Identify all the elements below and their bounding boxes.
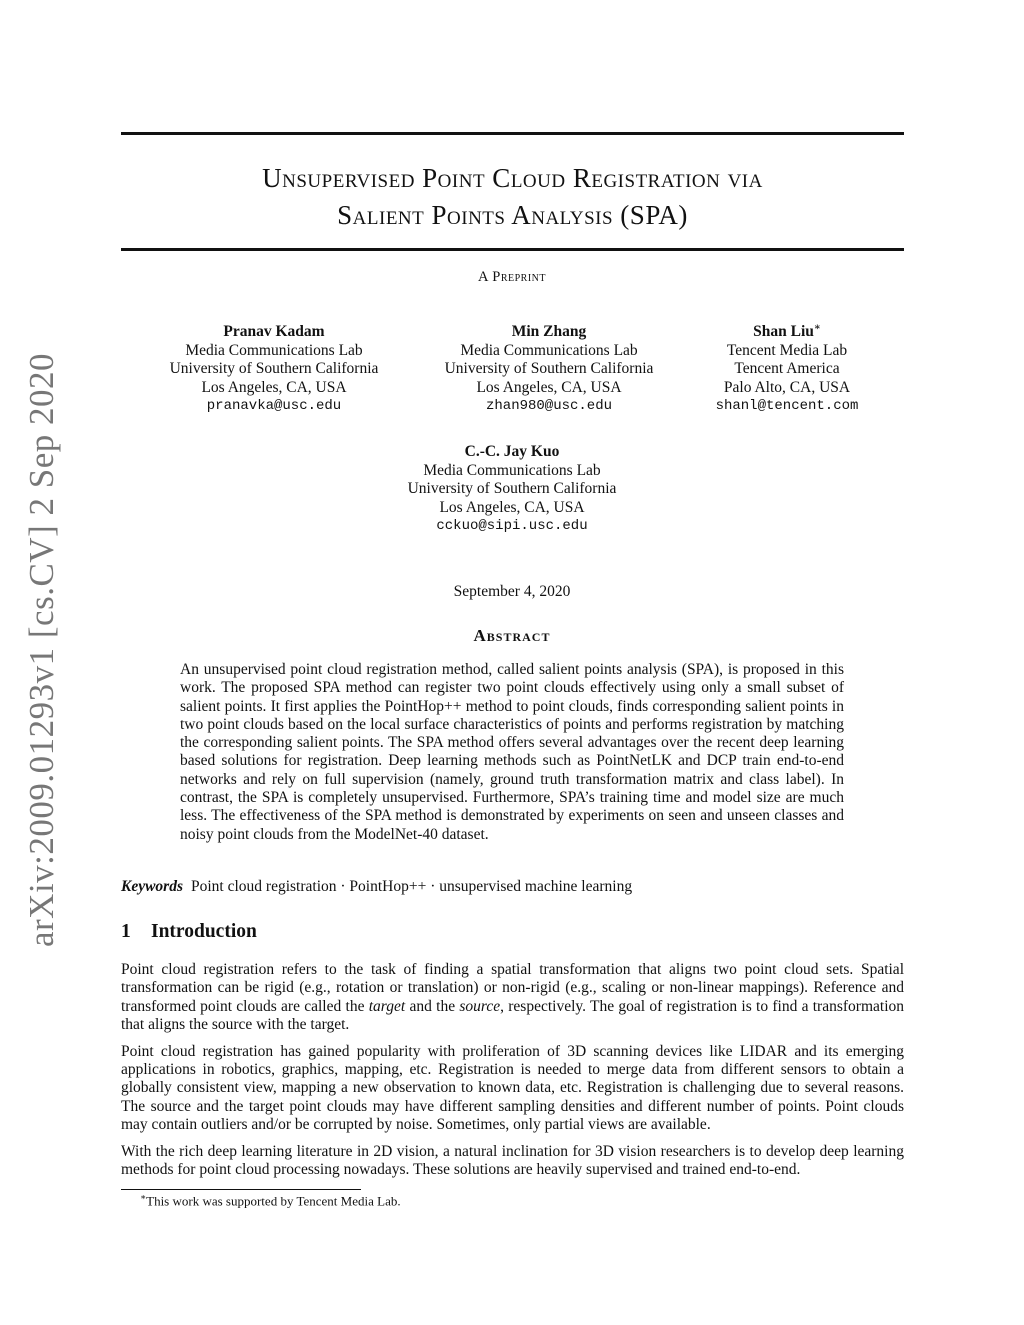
author-block <box>352 443 672 536</box>
author-name: Min Zhang <box>511 323 587 340</box>
author-name: C.-C. Jay Kuo <box>464 443 560 460</box>
author-affiliation: Tencent Media Lab <box>726 341 848 359</box>
author-institution: University of Southern California <box>407 480 617 497</box>
author-affiliation: Media Communications Lab <box>185 341 363 359</box>
emphasis-term: target <box>368 997 406 1015</box>
title-top-rule <box>121 132 904 135</box>
preprint-label: A Preprint <box>477 269 547 285</box>
author-affiliation: Media Communications Lab <box>423 461 601 479</box>
paragraph-text: and the <box>405 997 460 1015</box>
author-institution: Tencent America <box>734 360 840 377</box>
paragraph-text: Point cloud registration refers to the task of finding a spatial transformation that aligns two point cloud sets. Spatial transformation can be rigid (e.g., rotation or translation) or non-rigid (e.g., scaling or non-linear mappings). Reference and transformed point clouds are called the <box>121 961 904 1015</box>
keywords-label: Keywords <box>121 878 183 895</box>
author-block <box>389 323 709 416</box>
paragraph-text: , respectively. The goal of registration is to find a transformation that aligns the source with the target. <box>121 997 904 1033</box>
arxiv-id: arXiv:2009.01293v1 [cs.CV] 2 Sep 2020 <box>22 352 61 948</box>
keywords <box>121 878 632 896</box>
body-text <box>121 961 904 1188</box>
footnote-text: This work was supported by Tencent Media Lab. <box>146 1193 401 1209</box>
author-block <box>114 323 434 416</box>
paragraph: With the rich deep learning literature in 2D vision, a natural inclination for 3D vision researchers is to develop deep learning methods for point cloud processing nowadays. These solutions are heavily supervised and trained end-to-end. <box>121 1142 904 1178</box>
footnote-rule <box>121 1189 361 1190</box>
title-line-2: Salient Points Analysis (SPA) <box>337 200 688 230</box>
author-name: Pranav Kadam <box>223 323 325 340</box>
author-location: Los Angeles, CA, USA <box>201 378 347 396</box>
footnote-mark: ∗ <box>140 1192 147 1202</box>
abstract-heading: Abstract <box>473 626 551 645</box>
abstract-text: An unsupervised point cloud registration method, called salient points analysis (SPA), is proposed in this work. The proposed SPA method can register two point clouds effectively using only a small subset of salient points. It first applies the PointHop++ method to point clouds, finds corresponding salient points in two point clouds based on the local surface characteristics of points and performs registration by matching the corresponding salient points. The SPA method offers several advantages over the recent deep learning based solutions for registration. Deep learning methods such as PointNetLK and DCP train end-to-end networks and rely on full supervision (namely, ground truth transformation matrix and class label). In contrast, the SPA is completely unsupervised. Furthermore, SPA’s training time and model size are much less. The effectiveness of the SPA method is demonstrated by experiments on seen and unseen classes and noisy point clouds from the ModelNet-40 dataset. <box>180 661 844 843</box>
author-email[interactable]: pranavka@usc.edu <box>206 398 342 414</box>
paragraph: Point cloud registration has gained popularity with proliferation of 3D scanning devices like LIDAR and its emerging applications in robotics, graphics, mapping, etc. Registration is needed to merge data from different sensors to obtain a globally consistent view, mapping a new observation to known data, etc. Registration is challenging due to several reasons. The source and the target point clouds may have different sampling densities and different number of points. Point clouds may contain outliers and/or be corrupted by noise. Sometimes, only partial views are available. <box>121 1042 904 1133</box>
footnote <box>140 1192 401 1209</box>
title-line-1: Unsupervised Point Cloud Registration via <box>262 163 763 193</box>
author-block <box>667 323 907 416</box>
paper-title <box>121 160 904 234</box>
author-affiliation: Media Communications Lab <box>460 341 638 359</box>
publication-date: September 4, 2020 <box>453 583 571 600</box>
section-number: 1 <box>121 921 131 942</box>
emphasis-term: source <box>459 997 501 1015</box>
author-email[interactable]: shanl@tencent.com <box>715 398 859 414</box>
title-bottom-rule <box>121 248 904 251</box>
paragraph <box>121 961 904 1034</box>
author-email[interactable]: cckuo@sipi.usc.edu <box>436 518 588 534</box>
author-institution: University of Southern California <box>444 360 654 377</box>
author-location: Los Angeles, CA, USA <box>439 498 585 516</box>
author-institution: University of Southern California <box>169 360 379 377</box>
section-heading <box>121 921 257 943</box>
author-name: Shan Liu <box>753 323 814 340</box>
author-email[interactable]: zhan980@usc.edu <box>485 398 613 414</box>
footnote-marker: ∗ <box>813 321 821 333</box>
keywords-text: Point cloud registration · PointHop++ · unsupervised machine learning <box>191 878 633 895</box>
section-title: Introduction <box>151 921 257 942</box>
author-location: Los Angeles, CA, USA <box>476 378 622 396</box>
author-location: Palo Alto, CA, USA <box>723 378 851 396</box>
